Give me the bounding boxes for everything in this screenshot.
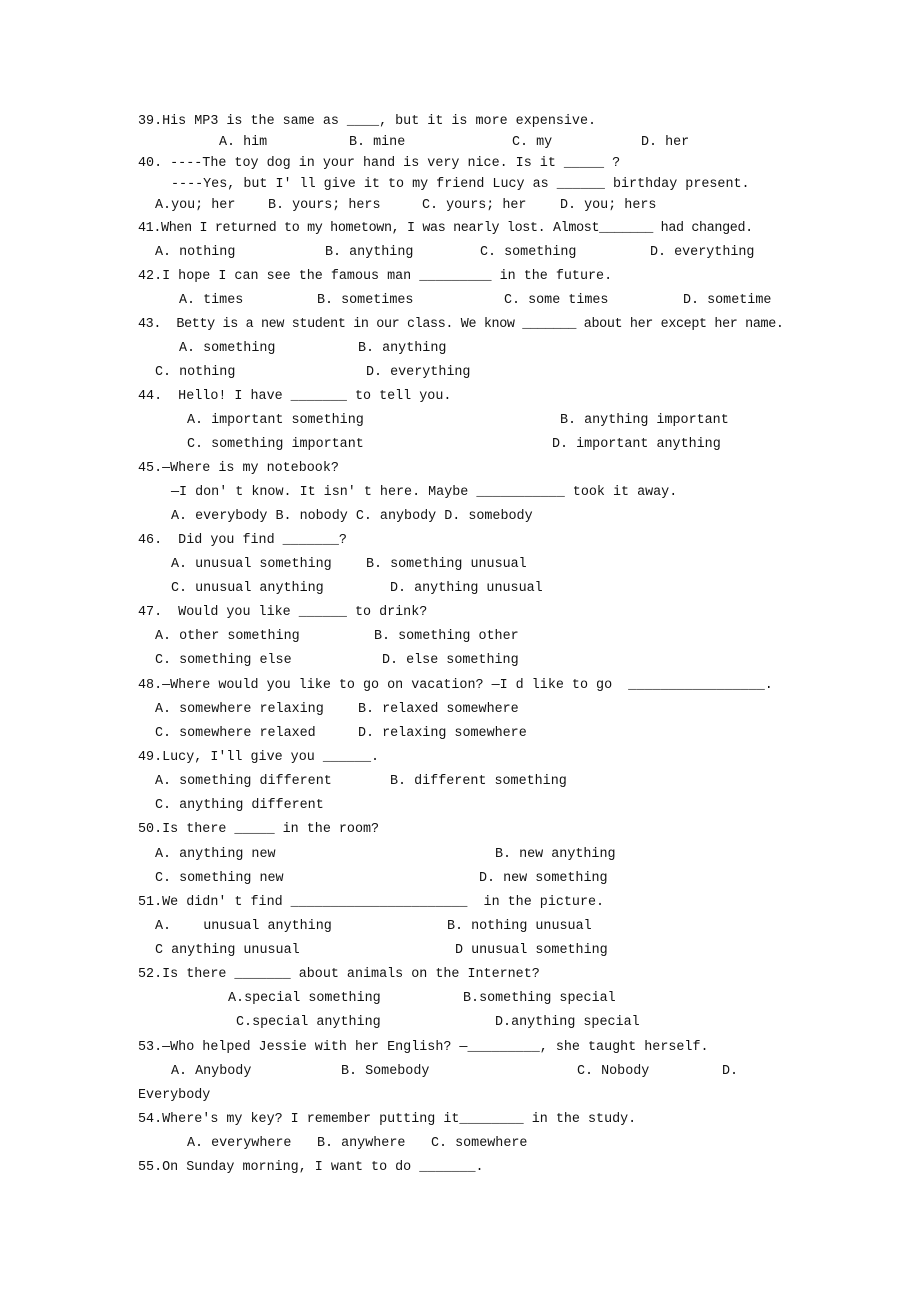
answer-option: B. different something [390, 774, 567, 789]
answer-option: D.anything special [495, 1015, 640, 1030]
answer-option: A. somewhere relaxing [155, 702, 324, 717]
answer-option: C. Nobody [577, 1064, 650, 1079]
answer-option: D. everything [366, 365, 471, 380]
answer-option: D. her [641, 135, 690, 150]
question-text: 43. Betty is a new student in our class. We know _______ about her except her name. [138, 317, 784, 332]
answer-option: A. Anybody [171, 1064, 252, 1079]
question-text: 42.I hope I can see the famous man _________ in the future. [138, 269, 613, 284]
answer-option: C. yours; her [422, 198, 527, 213]
question-text: 39.His MP3 is the same as ____, but it is more expensive. [138, 114, 597, 129]
answer-option: C. unusual anything [171, 581, 324, 596]
answer-option: C. somewhere relaxed [155, 726, 316, 741]
question-text: 50.Is there _____ in the room? [138, 822, 380, 837]
answer-option: D. everything [650, 245, 755, 260]
answer-option: D. else something [382, 653, 519, 668]
answer-option: C. somewhere [431, 1136, 528, 1151]
question-text: 47. Would you like ______ to drink? [138, 605, 428, 620]
answer-option: D unusual something [455, 943, 608, 958]
answer-option: C. anything different [155, 798, 324, 813]
answer-option: D. important anything [552, 437, 721, 452]
answer-option: B. new anything [495, 847, 616, 862]
question-text: 53.—Who helped Jessie with her English? —_________, she taught herself. [138, 1040, 709, 1055]
answer-option: A. unusual something [171, 557, 332, 572]
question-text: 54.Where's my key? I remember putting it________ in the study. [138, 1112, 637, 1127]
answer-option: C. something important [187, 437, 364, 452]
answer-option: C. some times [504, 293, 609, 308]
question-text: 41.When I returned to my hometown, I was nearly lost. Almost_______ had changed. [138, 221, 753, 236]
answer-option: B. nothing unusual [447, 919, 592, 934]
answer-option: A. anything new [155, 847, 276, 862]
answer-option: C anything unusual [155, 943, 300, 958]
answer-option: A. everywhere [187, 1136, 292, 1151]
answer-option: D. relaxing somewhere [358, 726, 527, 741]
answer-option: B. anywhere [317, 1136, 406, 1151]
question-text: 51.We didn' t find ______________________ in the picture. [138, 895, 605, 910]
answer-option: B. something unusual [366, 557, 527, 572]
question-text: Everybody [138, 1088, 211, 1103]
answer-option: D. anything unusual [390, 581, 543, 596]
question-text: 52.Is there _______ about animals on the Internet? [138, 967, 540, 982]
question-text: 48.—Where would you like to go on vacation? —I d like to go _________________. [138, 678, 773, 693]
answer-option: A. important something [187, 413, 364, 428]
answer-option: C. my [512, 135, 553, 150]
answer-option: B. yours; hers [268, 198, 381, 213]
answer-option: B. anything [358, 341, 447, 356]
answer-option: A. something different [155, 774, 332, 789]
answer-option: D. sometime [683, 293, 772, 308]
question-text: 44. Hello! I have _______ to tell you. [138, 389, 452, 404]
answer-option: C. nothing [155, 365, 236, 380]
answer-option: C. something [480, 245, 577, 260]
question-text: ----Yes, but I' ll give it to my friend Lucy as ______ birthday present. [171, 177, 750, 192]
question-text: 55.On Sunday morning, I want to do _______. [138, 1160, 484, 1175]
answer-option: A.you; her [155, 198, 236, 213]
question-text: 46. Did you find _______? [138, 533, 347, 548]
answer-option: A. him [219, 135, 268, 150]
answer-option: C. something new [155, 871, 284, 886]
answer-option: D. you; hers [560, 198, 657, 213]
answer-option: A. nothing [155, 245, 236, 260]
question-text: 45.—Where is my notebook? [138, 461, 339, 476]
question-text: —I don' t know. It isn' t here. Maybe ___________ took it away. [171, 485, 678, 500]
answer-option: A. other something [155, 629, 300, 644]
answer-option: B. sometimes [317, 293, 414, 308]
question-text: 49.Lucy, I'll give you ______. [138, 750, 380, 765]
answer-option: B. anything important [560, 413, 729, 428]
question-text: 40. ----The toy dog in your hand is very nice. Is it _____ ? [138, 156, 621, 171]
answer-option: A. unusual anything [155, 919, 332, 934]
answer-option: B. anything [325, 245, 414, 260]
answer-option: B.something special [463, 991, 616, 1006]
answer-option: D. new something [479, 871, 608, 886]
answer-option: B. relaxed somewhere [358, 702, 519, 717]
answer-option: A. something [179, 341, 276, 356]
answer-option: A. everybody B. nobody C. anybody D. somebody [171, 509, 533, 524]
answer-option: B. something other [374, 629, 519, 644]
answer-option: A. times [179, 293, 244, 308]
answer-option: A.special something [228, 991, 381, 1006]
answer-option: C. something else [155, 653, 292, 668]
answer-option: B. mine [349, 135, 406, 150]
answer-option: B. Somebody [341, 1064, 430, 1079]
answer-option: C.special anything [236, 1015, 381, 1030]
answer-option: D. [722, 1064, 739, 1079]
